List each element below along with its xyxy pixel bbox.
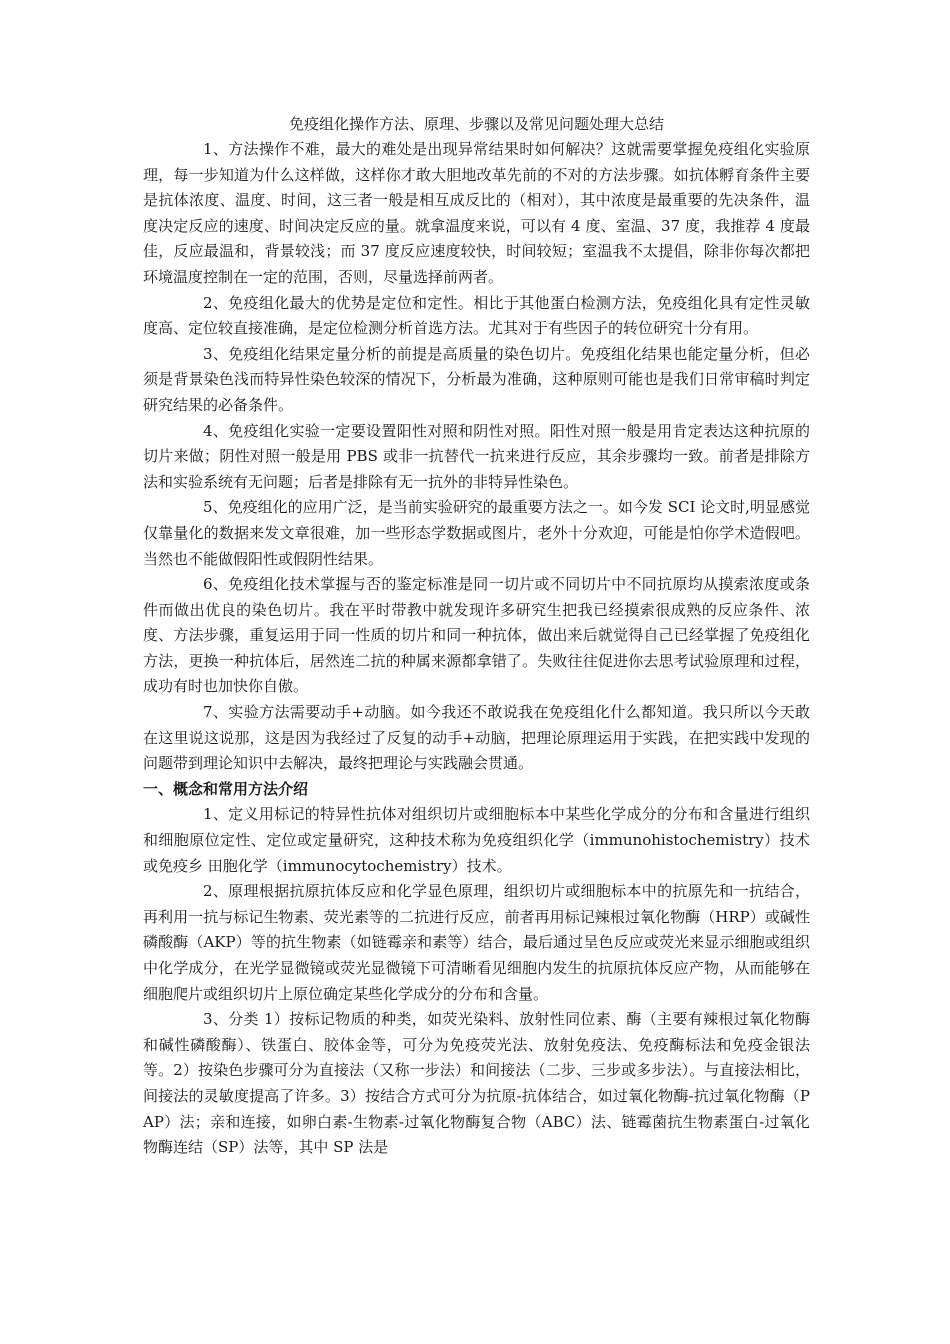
paragraph-3: 3、免疫组化结果定量分析的前提是高质量的染色切片。免疫组化结果也能定量分析，但必须是背景染色浅而特异性染色较深的情况下，分析最为准确，这种原则可能也是我们日常审稿时判定研究结果的必备条件。 — [143, 344, 810, 414]
paragraph-6: 6、免疫组化技术掌握与否的鉴定标准是同一切片或不同切片中不同抗原均从摸索浓度或条件而做出优良的染色切片。我在平时带教中就发现许多研究生把我已经摸索很成熟的反应条件、浓度、方法步骤，重复运用于同一性质的切片和同一种抗体，做出来后就觉得自己已经掌握了免疫组化方法，更换一种抗体后，居然连二抗的种属来源都拿错了。失败往往促进你去思考试验原理和过程，成功有时也加快你自傲。 — [143, 575, 810, 696]
section-heading: 一、概念和常用方法介绍 — [143, 779, 309, 798]
classification-paragraph: 3、分类 1）按标记物质的种类，如荧光染料、放射性同位素、酶（主要有辣根过氧化物酶和碱性磷酸酶）、铁蛋白、胶体金等，可分为免疫荧光法、放射免疫法、免疫酶标法和免疫金银法等。2）按染色步骤可分为直接法（又称一步法）和间接法（二步、三步或多步法）。与直接法相比，间接法的灵敏度提高了许多。3）按结合方式可分为抗原-抗体结合，如过氧化物酶-抗过氧化物酶（PAP）法；亲和连接，如卵白素-生物素-过氧化物酶复合物（ABC）法、链霉菌抗生物素蛋白-过氧化物酶连结（SP）法等，其中 SP 法是 — [143, 1010, 810, 1157]
paragraph-1: 1、方法操作不难，最大的难处是出现异常结果时如何解决？这就需要掌握免疫组化实验原理，每一步知道为什么这样做，这样你才敢大胆地改革先前的不对的方法步骤。如抗体孵育条件主要是抗体浓度、温度、时间，这三者一般是相互成反比的（相对），其中浓度是最重要的先决条件，温度决定反应的速度、时间决定反应的量。就拿温度来说，可以有 4 度、室温、37 度，我推荐 4 度最佳，反应最温和，背景较浅；而 37 度反应速度较快，时间较短；室温我不太提倡，除非你每次都把环境温度控制在一定的范围，否则，尽量选择前两者。 — [143, 140, 810, 286]
paragraph-5: 5、免疫组化的应用广泛，是当前实验研究的最重要方法之一。如今发 SCI 论文时,明显感觉仅靠量化的数据来发文章很难，加一些形态学数据或图片，老外十分欢迎，可能是怕你学术造假吧。当然也不能做假阳性或假阴性结果。 — [143, 498, 810, 568]
paragraph-7: 7、实验方法需要动手+动脑。如今我还不敢说我在免疫组化什么都知道。我只所以今天敢在这里说这说那，这是因为我经过了反复的动手+动脑，把理论原理运用于实践，在把实践中发现的问题带到理论知识中去解决，最终把理论与实践融会贯通。 — [143, 703, 810, 773]
paragraph-4: 4、免疫组化实验一定要设置阳性对照和阴性对照。阳性对照一般是用肯定表达这种抗原的切片来做；阴性对照一般是用 PBS 或非一抗替代一抗来进行反应，其余步骤均一致。前者是排除方法和实验系统有无问题；后者是排除有无一抗外的非特异性染色。 — [143, 421, 810, 491]
document-title: 免疫组化操作方法、原理、步骤以及常见问题处理大总结 — [288, 115, 664, 133]
paragraph-2: 2、免疫组化最大的优势是定位和定性。相比于其他蛋白检测方法，免疫组化具有定性灵敏度高、定位较直接准确，是定位检测分析首选方法。尤其对于有些因子的转位研究十分有用。 — [143, 293, 810, 338]
definition-paragraph: 1、定义用标记的特异性抗体对组织切片或细胞标本中某些化学成分的分布和含量进行组织和细胞原位定性、定位或定量研究，这种技术称为免疫组织化学（immunohistochemistry）技术或免疫乡 田胞化学（immunocytochemistry）技术。 — [143, 805, 810, 875]
principle-paragraph: 2、原理根据抗原抗体反应和化学显色原理，组织切片或细胞标本中的抗原先和一抗结合，再利用一抗与标记生物素、荧光素等的二抗进行反应，前者再用标记辣根过氧化物酶（HRP）或碱性磷酸酶（AKP）等的抗生物素（如链霉亲和素等）结合，最后通过呈色反应或荧光来显示细胞或组织中化学成分，在光学显微镜或荧光显微镜下可清晰看见细胞内发生的抗原抗体反应产物，从而能够在细胞爬片或组织切片上原位确定某些化学成分的分布和含量。 — [143, 882, 810, 1003]
